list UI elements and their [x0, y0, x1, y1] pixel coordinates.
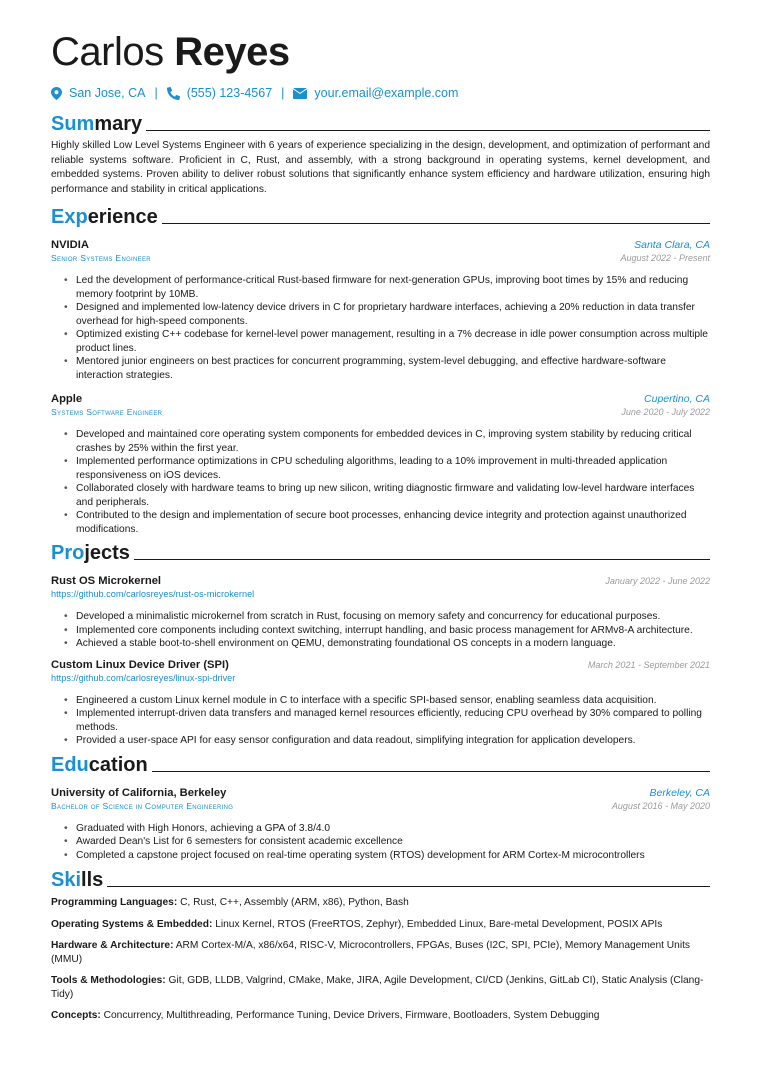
section-title: Projects — [51, 542, 130, 564]
project-dates: January 2022 - June 2022 — [605, 576, 710, 586]
skills-list — [51, 896, 710, 1023]
skill-row — [51, 896, 710, 910]
education-heading — [51, 754, 710, 776]
section-rule — [152, 771, 710, 772]
entry-header — [51, 392, 710, 406]
entry-subheader — [51, 672, 710, 685]
bullet-list — [51, 694, 710, 748]
project-link[interactable]: https://github.com/carlosreyes/rust-os-microkernel — [51, 589, 255, 599]
contact-bar — [51, 85, 710, 101]
bullet-item: • Designed and implemented low-latency device drivers in C for proprietary hardware interfaces, achieving a 20% reduction in data transfer overhead for high-speed components. — [51, 301, 710, 328]
phone-icon — [167, 87, 180, 100]
job-title: Senior Systems Engineer — [51, 253, 151, 263]
resume-page — [51, 30, 710, 1023]
projects-heading — [51, 542, 710, 564]
entry-subheader — [51, 406, 710, 419]
project-entry — [51, 574, 710, 651]
company-name: NVIDIA — [51, 239, 89, 251]
education-dates: August 2016 - May 2020 — [611, 800, 710, 811]
bullet-item: • Implemented performance optimizations in CPU scheduling algorithms, leading to a 10% improvement in multi-threaded application responsiveness on iOS devices. — [51, 455, 710, 482]
job-dates: June 2020 - July 2022 — [621, 407, 710, 417]
skill-values: Git, GDB, LLDB, Valgrind, CMake, Make, JIRA, Agile Development, CI/CD (Jenkins, GitLab CI), Static Analysis (Clang-Tidy) — [51, 975, 704, 1000]
experience-list — [51, 238, 710, 536]
project-name: Rust OS Microkernel — [51, 575, 162, 587]
email-text: your.email@example.com — [314, 86, 459, 100]
job-title: Systems Software Engineer — [51, 407, 163, 417]
skill-category: Operating Systems & Embedded: — [51, 918, 213, 930]
entry-subheader — [51, 252, 710, 265]
skill-values: Linux Kernel, RTOS (FreeRTOS, Zephyr), Embedded Linux, Bare-metal Development, POSIX APIs — [215, 918, 663, 930]
bullet-item: • Awarded Dean's List for 6 semesters for consistent academic excellence — [51, 835, 710, 849]
experience-heading — [51, 206, 710, 228]
contact-location — [51, 86, 145, 100]
education-list — [51, 786, 710, 863]
projects-list — [51, 574, 710, 748]
job-location: Cupertino, CA — [644, 393, 710, 405]
skill-row — [51, 918, 710, 932]
first-name: Carlos — [51, 30, 164, 74]
section-title: Summary — [51, 113, 143, 135]
experience-entry — [51, 392, 710, 536]
job-dates: August 2022 - Present — [620, 253, 710, 263]
degree-name: Bachelor of Science in Computer Engineering — [51, 800, 234, 811]
skill-category: Concepts: — [51, 1010, 101, 1021]
envelope-icon — [293, 88, 307, 99]
bullet-item: • Contributed to the design and implementation of secure boot processes, enhancing device integrity and protection against unauthorized modifications. — [51, 509, 710, 536]
section-title: Education — [51, 753, 148, 776]
bullet-item: • Led the development of performance-critical Rust-based firmware for next-generation GPUs, improving boot times by 15% and reducing memory footprint by 10MB. — [51, 274, 710, 301]
bullet-list — [51, 610, 710, 651]
section-title: Skills — [51, 869, 104, 891]
bullet-item: • Engineered a custom Linux kernel module in C to interface with a specific SPI-based sensor, enabling seamless data acquisition. — [51, 694, 710, 708]
skill-values: C, Rust, C++, Assembly (ARM, x86), Python, Bash — [180, 897, 409, 908]
bullet-list — [51, 428, 710, 536]
contact-separator: | — [154, 86, 158, 100]
skill-category: Programming Languages: — [51, 897, 178, 908]
bullet-item: • Completed a capstone project focused on real-time operating system (RTOS) development for ARM Cortex-M microcontrollers — [51, 849, 710, 863]
project-entry — [51, 658, 710, 748]
bullet-item: • Implemented core components including context switching, interrupt handling, and basic process management for ARMv8-A architecture. — [51, 624, 710, 638]
section-rule — [107, 886, 710, 887]
bullet-item: • Achieved a stable boot-to-shell environment on QEMU, demonstrating foundational OS concepts in a modern language. — [51, 637, 710, 651]
project-dates: March 2021 - September 2021 — [587, 659, 710, 670]
entry-header — [51, 658, 710, 672]
bullet-item: • Provided a user-space API for easy sensor configuration and data readout, simplifying integration for application developers. — [51, 734, 710, 748]
job-location: Santa Clara, CA — [634, 239, 710, 251]
company-name: Apple — [51, 393, 83, 405]
bullet-item: • Graduated with High Honors, achieving a GPA of 3.8/4.0 — [51, 822, 710, 836]
entry-subheader — [51, 588, 710, 601]
skill-category: Hardware & Architecture: — [51, 940, 174, 951]
school-location: Berkeley, CA — [649, 786, 710, 799]
skill-values: ARM Cortex-M/A, x86/x64, RISC-V, Microcontrollers, FPGAs, Buses (I2C, SPI, PCIe), Memory Management Units (MMU) — [51, 940, 691, 965]
phone-text: (555) 123-4567 — [186, 86, 273, 100]
experience-entry — [51, 238, 710, 382]
education-entry — [51, 786, 710, 863]
project-link[interactable]: https://github.com/carlosreyes/linux-spi-driver — [51, 672, 236, 683]
summary-heading — [51, 113, 710, 135]
skills-heading — [51, 869, 710, 891]
map-pin-icon — [51, 87, 62, 100]
bullet-item: • Optimized existing C++ codebase for kernel-level power management, resulting in a 7% decrease in idle power consumption across multiple product lines. — [51, 328, 710, 355]
entry-header — [51, 238, 710, 252]
bullet-item: • Mentored junior engineers on best practices for concurrent programming, system-level debugging, and effective hardware-software interaction strategies. — [51, 355, 710, 382]
skill-row — [51, 974, 710, 1001]
project-name: Custom Linux Device Driver (SPI) — [51, 658, 229, 671]
bullet-list — [51, 822, 710, 863]
bullet-item: • Developed a minimalistic microkernel from scratch in Rust, focusing on memory safety and concurrency for educational purposes. — [51, 610, 710, 624]
candidate-name — [51, 30, 710, 74]
contact-separator: | — [281, 86, 285, 100]
section-rule — [146, 130, 710, 131]
skill-row — [51, 1009, 710, 1023]
contact-email[interactable] — [293, 86, 458, 100]
entry-header — [51, 786, 710, 800]
last-name: Reyes — [174, 30, 290, 74]
summary-text: Highly skilled Low Level Systems Engineer with 6 years of experience specializing in the design, development, and optimization of performant and reliable systems software. Proficient in C, Rust, and assembly, with a strong background in operating systems, kernel development, and embedded systems. Proven ability to deliver robust solutions that significantly enhance system efficiency and hardware utilization, ensuring high performance and stability in critical applications. — [51, 140, 710, 195]
location-text: San Jose, CA — [69, 86, 146, 100]
bullet-item: • Developed and maintained core operating system components for embedded devices in C, improving system stability by reducing critical crashes by 25% within the first year. — [51, 428, 710, 455]
contact-phone[interactable] — [167, 86, 272, 100]
section-rule — [134, 559, 710, 560]
entry-header — [51, 574, 710, 588]
skill-category: Tools & Methodologies: — [51, 975, 166, 986]
skill-values: Concurrency, Multithreading, Performance Tuning, Device Drivers, Firmware, Bootloaders, System Debugging — [103, 1010, 600, 1021]
entry-subheader — [51, 800, 710, 813]
school-name: University of California, Berkeley — [51, 786, 227, 799]
bullet-item: • Collaborated closely with hardware teams to bring up new silicon, writing diagnostic firmware and validating low-level hardware interfaces and peripherals. — [51, 482, 710, 509]
section-rule — [162, 223, 710, 224]
bullet-list — [51, 274, 710, 382]
section-title: Experience — [51, 206, 158, 228]
skill-row — [51, 939, 710, 966]
bullet-item: • Implemented interrupt-driven data transfers and managed kernel resources efficiently, reducing CPU overhead by 30% compared to polling methods. — [51, 707, 710, 734]
